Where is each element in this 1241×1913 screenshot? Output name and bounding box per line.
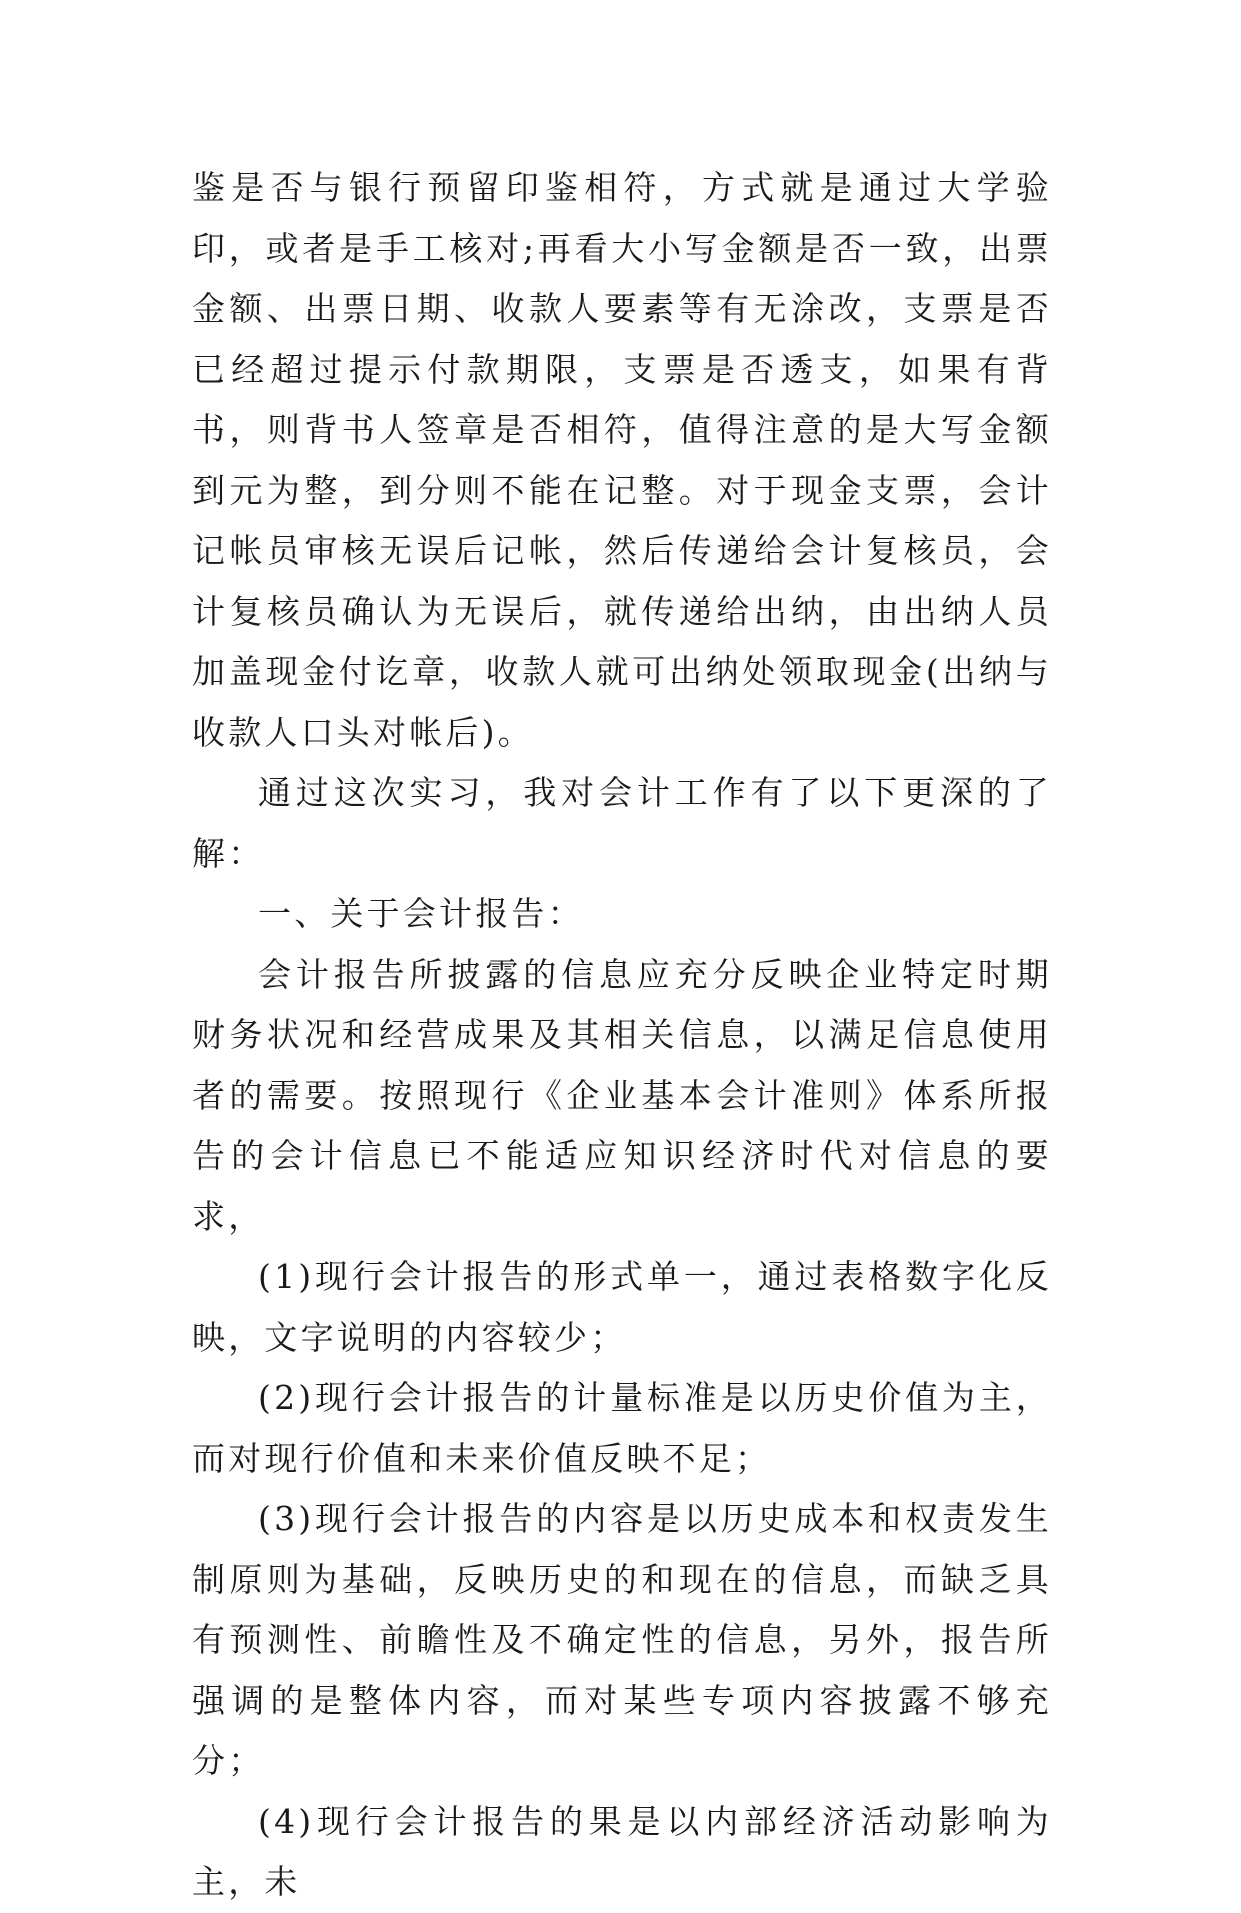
list-item-1: (1)现行会计报告的形式单一，通过表格数字化反映，文字说明的内容较少； (192, 1257, 1052, 1357)
paragraph-report-disclosure: 会计报告所披露的信息应充分反映企业特定时期财务状况和经营成果及其相关信息，以满足信息使用者的需要。按照现行《企业基本会计准则》体系所报告的会计信息已不能适应知识经济时代对信息的要求， (192, 954, 1052, 1236)
document-body (192, 158, 1052, 1913)
section-heading-accounting-report: 一、关于会计报告： (258, 894, 584, 933)
paragraph-cheque-verification: 鉴是否与银行预留印鉴相符，方式就是通过大学验印，或者是手工核对;再看大小写金额是否一致，出票金额、出票日期、收款人要素等有无涂改，支票是否已经超过提示付款期限，支票是否透支，如果有背书，则背书人签章是否相符，值得注意的是大写金额到元为整，到分则不能在记整。对于现金支票，会计记帐员审核无误后记帐，然后传递给会计复核员，会计复核员确认为无误后，就传递给出纳，由出纳人员加盖现金付讫章，收款人就可出纳处领取现金(出纳与收款人口头对帐后)。 (192, 168, 1052, 752)
paragraph-internship-intro: 通过这次实习，我对会计工作有了以下更深的了解： (192, 773, 1052, 873)
list-item-4: (4)现行会计报告的果是以内部经济活动影响为主，未 (192, 1801, 1052, 1901)
list-item-2: (2)现行会计报告的计量标准是以历史价值为主，而对现行价值和未来价值反映不足； (192, 1378, 1052, 1478)
list-item-3: (3)现行会计报告的内容是以历史成本和权责发生制原则为基础，反映历史的和现在的信息，而缺乏具有预测性、前瞻性及不确定性的信息，另外，报告所强调的是整体内容，而对某些专项内容披露不够充分； (192, 1499, 1052, 1780)
